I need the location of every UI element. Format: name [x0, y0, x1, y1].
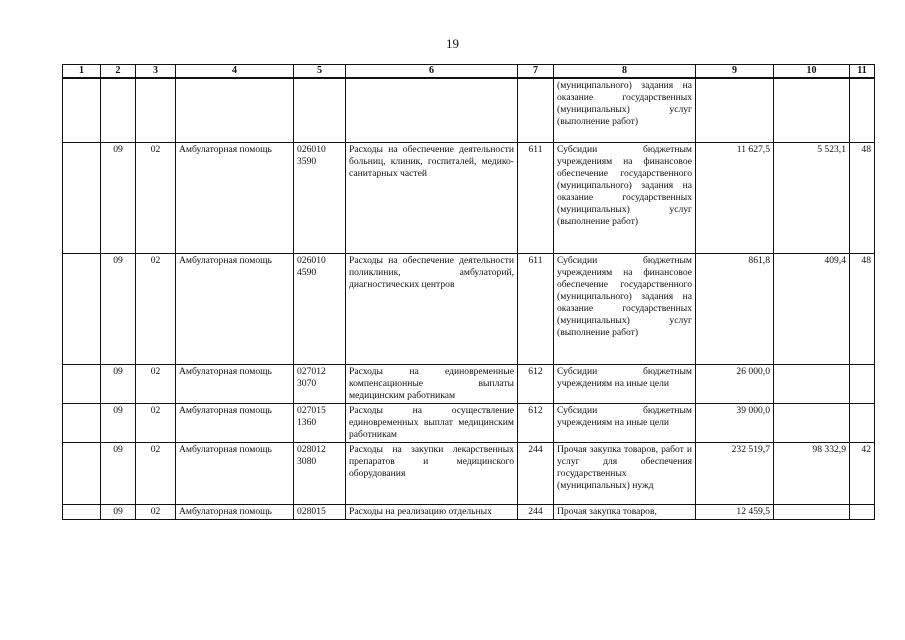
- section-name: Амбулаторная помощь: [176, 142, 294, 253]
- column-header: 4: [176, 65, 294, 79]
- section-name: Амбулаторная помощь: [176, 442, 294, 504]
- expense-type-name: Субсидии бюджетным учреждениям на финансовое обеспечение государственного (муниципального) задания на оказание государственных (муниципальных) услуг (выполнение работ): [554, 253, 696, 364]
- subsection-code: [136, 78, 176, 142]
- row-cell: [63, 403, 101, 442]
- column-header: 7: [518, 65, 554, 79]
- column-header: 2: [101, 65, 136, 79]
- column-header: 11: [850, 65, 875, 79]
- amount-cell: 11 627,5: [696, 142, 774, 253]
- percent-cell: [850, 78, 875, 142]
- column-header: 3: [136, 65, 176, 79]
- subsection-code: 02: [136, 504, 176, 519]
- table-row: [63, 364, 875, 403]
- expense-type-code: 611: [518, 253, 554, 364]
- table-row: [63, 403, 875, 442]
- row-cell: [63, 142, 101, 253]
- subsection-code: 02: [136, 142, 176, 253]
- amount-cell: [774, 504, 850, 519]
- amount-cell: [774, 403, 850, 442]
- amount-cell: 409,4: [774, 253, 850, 364]
- table-row: [63, 78, 875, 142]
- expense-type-code: 612: [518, 403, 554, 442]
- percent-cell: 48: [850, 253, 875, 364]
- amount-cell: 39 000,0: [696, 403, 774, 442]
- target-article-name: Расходы на единовременные компенсационные выплаты медицинским работникам: [346, 364, 518, 403]
- target-article-name: Расходы на осуществление единовременных выплат медицинским работникам: [346, 403, 518, 442]
- subsection-code: 02: [136, 364, 176, 403]
- subsection-code: 02: [136, 403, 176, 442]
- amount-cell: 232 519,7: [696, 442, 774, 504]
- expense-type-code: [518, 78, 554, 142]
- budget-table: [62, 64, 875, 520]
- section-name: [176, 78, 294, 142]
- column-header: 8: [554, 65, 696, 79]
- section-name: Амбулаторная помощь: [176, 403, 294, 442]
- amount-cell: 98 332,9: [774, 442, 850, 504]
- expense-type-name: Субсидии бюджетным учреждениям на иные цели: [554, 364, 696, 403]
- section-name: Амбулаторная помощь: [176, 364, 294, 403]
- column-header: 9: [696, 65, 774, 79]
- table-row: [63, 253, 875, 364]
- section-code: 09: [101, 364, 136, 403]
- row-cell: [63, 364, 101, 403]
- target-article-code: 026010 3590: [294, 142, 346, 253]
- section-code: 09: [101, 442, 136, 504]
- expense-type-code: 244: [518, 504, 554, 519]
- row-cell: [63, 78, 101, 142]
- percent-cell: [850, 364, 875, 403]
- subsection-code: 02: [136, 253, 176, 364]
- expense-type-code: 244: [518, 442, 554, 504]
- amount-cell: 12 459,5: [696, 504, 774, 519]
- column-header: 6: [346, 65, 518, 79]
- expense-type-name: Прочая закупка товаров, работ и услуг для обеспечения государственных (муниципальных) нужд: [554, 442, 696, 504]
- section-code: 09: [101, 504, 136, 519]
- percent-cell: 42: [850, 442, 875, 504]
- section-code: [101, 78, 136, 142]
- section-name: Амбулаторная помощь: [176, 253, 294, 364]
- target-article-code: 027012 3070: [294, 364, 346, 403]
- section-code: 09: [101, 253, 136, 364]
- target-article-name: Расходы на обеспечение деятельности поликлиник, амбулаторий, диагностических центров: [346, 253, 518, 364]
- page-number: 19: [446, 36, 459, 51]
- amount-cell: [696, 78, 774, 142]
- target-article-name: [346, 78, 518, 142]
- column-header: 5: [294, 65, 346, 79]
- amount-cell: 5 523,1: [774, 142, 850, 253]
- expense-type-name: (муниципального) задания на оказание государственных (муниципальных) услуг (выполнение работ): [554, 78, 696, 142]
- expense-type-name: Субсидии бюджетным учреждениям на иные цели: [554, 403, 696, 442]
- table-row: [63, 142, 875, 253]
- section-name: Амбулаторная помощь: [176, 504, 294, 519]
- amount-cell: [774, 364, 850, 403]
- row-cell: [63, 442, 101, 504]
- expense-type-name: Субсидии бюджетным учреждениям на финансовое обеспечение государственного (муниципального) задания на оказание государственных (муниципальных) услуг (выполнение работ): [554, 142, 696, 253]
- row-cell: [63, 253, 101, 364]
- target-article-name: Расходы на обеспечение деятельности больниц, клиник, госпиталей, медико-санитарных частей: [346, 142, 518, 253]
- row-cell: [63, 504, 101, 519]
- percent-cell: 48: [850, 142, 875, 253]
- table-header-row: [63, 65, 875, 79]
- target-article-code: 028012 3080: [294, 442, 346, 504]
- target-article-code: [294, 78, 346, 142]
- section-code: 09: [101, 142, 136, 253]
- expense-type-code: 611: [518, 142, 554, 253]
- column-header: 1: [63, 65, 101, 79]
- target-article-code: 026010 4590: [294, 253, 346, 364]
- section-code: 09: [101, 403, 136, 442]
- expense-type-name: Прочая закупка товаров,: [554, 504, 696, 519]
- subsection-code: 02: [136, 442, 176, 504]
- amount-cell: [774, 78, 850, 142]
- table-row: [63, 504, 875, 519]
- column-header: 10: [774, 65, 850, 79]
- table-row: [63, 442, 875, 504]
- amount-cell: 861,8: [696, 253, 774, 364]
- percent-cell: [850, 504, 875, 519]
- target-article-code: 028015: [294, 504, 346, 519]
- expense-type-code: 612: [518, 364, 554, 403]
- target-article-code: 027015 1360: [294, 403, 346, 442]
- percent-cell: [850, 403, 875, 442]
- target-article-name: Расходы на реализацию отдельных: [346, 504, 518, 519]
- amount-cell: 26 000,0: [696, 364, 774, 403]
- target-article-name: Расходы на закупки лекарственных препаратов и медицинского оборудования: [346, 442, 518, 504]
